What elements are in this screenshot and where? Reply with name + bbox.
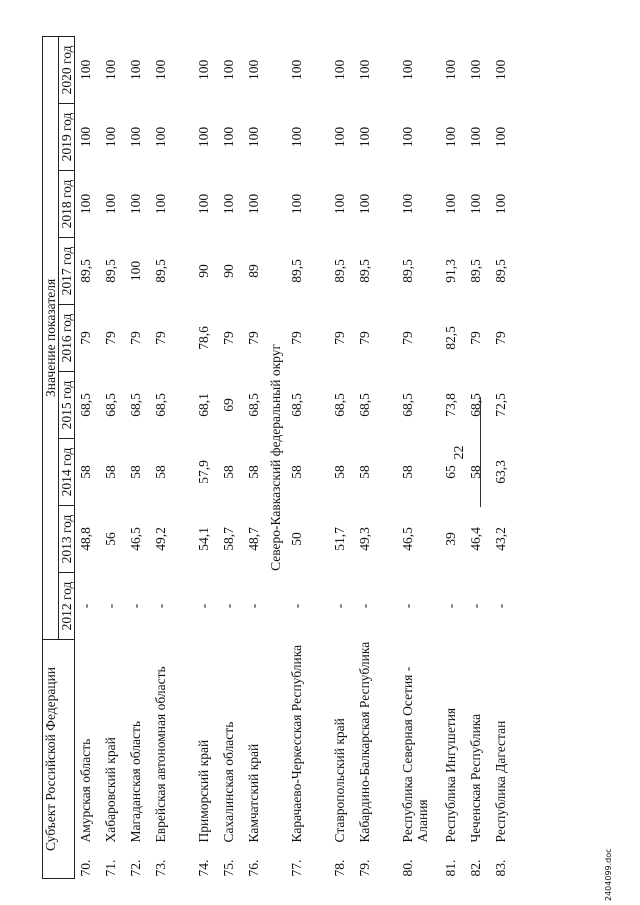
value-cell: 68,5: [332, 393, 347, 417]
table-row: [125, 36, 150, 878]
row-number: 74.: [196, 859, 211, 877]
row-number: 78.: [332, 859, 347, 877]
subject-name: Амурская область: [78, 738, 93, 843]
value-cell: 79: [289, 331, 304, 345]
value-cell: 43,2: [493, 527, 508, 551]
district-row: [268, 36, 286, 878]
value-cell: 58: [332, 465, 347, 479]
value-cell: 100: [400, 59, 415, 81]
table-row: [218, 36, 243, 878]
value-cell: 79: [400, 331, 415, 345]
value-cell: -: [332, 603, 347, 609]
value-cell: 100: [443, 126, 458, 148]
row-number: 72.: [128, 859, 143, 877]
table-row: [354, 36, 397, 878]
value-cell: 100: [196, 193, 211, 215]
value-cell: 89,5: [78, 259, 93, 283]
value-cell: -: [289, 603, 304, 609]
year-header-cell: 2017 год: [59, 237, 75, 304]
value-cell: 100: [468, 59, 483, 81]
value-cell: 100: [103, 193, 118, 215]
year-header-cell: 2012 год: [59, 572, 75, 639]
value-cell: 100: [153, 126, 168, 148]
value-cell: 79: [153, 331, 168, 345]
value-cell: 100: [78, 193, 93, 215]
value-cell: 89,5: [103, 259, 118, 283]
value-cell: 100: [289, 126, 304, 148]
value-cell: 100: [103, 126, 118, 148]
value-cell: 65: [443, 465, 458, 479]
value-cell: 48,8: [78, 527, 93, 551]
year-header-cell: 2020 год: [59, 36, 75, 103]
value-cell: 100: [493, 193, 508, 215]
table-row: [286, 36, 329, 878]
row-number: 83.: [493, 859, 508, 877]
value-cell: 100: [221, 126, 236, 148]
value-cell: 79: [357, 331, 372, 345]
value-cell: 46,5: [128, 527, 143, 551]
value-cell: 100: [493, 126, 508, 148]
value-cell: 48,7: [246, 527, 261, 551]
value-cell: 100: [153, 193, 168, 215]
value-cell: 79: [332, 331, 347, 345]
value-cell: 90: [221, 264, 236, 278]
value-cell: 100: [221, 59, 236, 81]
value-cell: 100: [221, 193, 236, 215]
value-cell: 100: [128, 193, 143, 215]
year-header-cell: 2018 год: [59, 170, 75, 237]
value-cell: 49,3: [357, 527, 372, 551]
value-cell: 100: [468, 126, 483, 148]
value-cell: 68,5: [103, 393, 118, 417]
table-body: [75, 36, 516, 878]
value-cell: 46,4: [468, 527, 483, 551]
value-cell: 72,5: [493, 393, 508, 417]
subject-name: Ставропольский край: [332, 718, 347, 843]
value-cell: 49,2: [153, 527, 168, 551]
value-cell: -: [103, 603, 118, 609]
value-cell: 100: [400, 193, 415, 215]
value-cell: 68,5: [400, 393, 415, 417]
value-cell: 100: [357, 59, 372, 81]
value-cell: 68,5: [128, 393, 143, 417]
table-row: [440, 36, 465, 878]
subject-name: Сахалинская область: [221, 721, 236, 843]
value-cell: 100: [443, 59, 458, 81]
value-cell: 51,7: [332, 527, 347, 551]
value-cell: -: [221, 603, 236, 609]
value-cell: 78,6: [196, 326, 211, 350]
value-cell: 100: [196, 59, 211, 81]
table-row: [75, 36, 101, 878]
subject-name: Магаданская область: [128, 720, 143, 843]
value-cell: 68,1: [196, 393, 211, 417]
value-cell: 68,5: [246, 393, 261, 417]
value-cell: -: [357, 603, 372, 609]
value-cell: 50: [289, 532, 304, 546]
indicator-table: [42, 36, 515, 879]
value-cell: -: [196, 603, 211, 609]
value-cell: 89,5: [332, 259, 347, 283]
value-cell: 100: [128, 260, 143, 282]
value-cell: 100: [289, 59, 304, 81]
subject-name: Республика Дагестан: [493, 720, 508, 843]
table-row: [100, 36, 125, 878]
value-cell: 73,8: [443, 393, 458, 417]
value-cell: 89,5: [153, 259, 168, 283]
value-cell: 79: [221, 331, 236, 345]
value-cell: 79: [246, 331, 261, 345]
value-cell: 100: [78, 59, 93, 81]
value-cell: -: [468, 603, 483, 609]
value-cell: 58: [246, 465, 261, 479]
year-header-cell: 2016 год: [59, 304, 75, 371]
district-label: Северо-Кавказский федеральный округ: [268, 343, 283, 571]
value-cell: 100: [443, 193, 458, 215]
value-cell: 100: [332, 193, 347, 215]
value-cell: 54,1: [196, 527, 211, 551]
row-number: 82.: [468, 859, 483, 877]
value-cell: 79: [493, 331, 508, 345]
value-cell: 58: [128, 465, 143, 479]
table-row: [465, 36, 490, 878]
value-cell: 89,5: [289, 259, 304, 283]
subject-header: Субъект Российской Федерации: [43, 639, 75, 878]
indicator-header: Значение показателя: [43, 36, 59, 639]
value-cell: 100: [246, 59, 261, 81]
value-cell: 58,7: [221, 527, 236, 551]
subject-name: Республика Ингушетия: [443, 707, 458, 843]
subject-name: Камчатский край: [246, 743, 261, 843]
value-cell: -: [128, 603, 143, 609]
value-cell: 69: [221, 398, 236, 412]
value-cell: 100: [196, 126, 211, 148]
year-header-cell: 2019 год: [59, 103, 75, 170]
value-cell: 100: [103, 59, 118, 81]
value-cell: 100: [400, 126, 415, 148]
value-cell: 57,9: [196, 460, 211, 484]
value-cell: 100: [246, 126, 261, 148]
value-cell: 100: [357, 126, 372, 148]
value-cell: -: [153, 603, 168, 609]
value-cell: 100: [78, 126, 93, 148]
value-cell: 58: [468, 465, 483, 479]
value-cell: 58: [78, 465, 93, 479]
subject-name: Карачаево-Черкесская Республика: [289, 644, 304, 843]
value-cell: 91,3: [443, 259, 458, 283]
value-cell: 89,5: [357, 259, 372, 283]
value-cell: 58: [221, 465, 236, 479]
value-cell: 58: [289, 465, 304, 479]
subject-name: Кабардино-Балкарская Республика: [357, 641, 372, 843]
year-header-cell: 2015 год: [59, 371, 75, 438]
value-cell: 39: [443, 532, 458, 546]
value-cell: 68,5: [357, 393, 372, 417]
value-cell: 100: [468, 193, 483, 215]
table-row: [243, 36, 268, 878]
value-cell: 63,3: [493, 460, 508, 484]
value-cell: 89,5: [468, 259, 483, 283]
value-cell: 89: [246, 264, 261, 278]
value-cell: 79: [103, 331, 118, 345]
row-number: 73.: [153, 859, 168, 877]
value-cell: 100: [289, 193, 304, 215]
value-cell: -: [78, 603, 93, 609]
row-number: 77.: [289, 859, 304, 877]
table-row: [329, 36, 354, 878]
table-row: [490, 36, 515, 878]
table-row: [193, 36, 218, 878]
value-cell: -: [443, 603, 458, 609]
row-number: 79.: [357, 859, 372, 877]
value-cell: 100: [128, 126, 143, 148]
value-cell: -: [400, 603, 415, 609]
table-row: [150, 36, 193, 878]
value-cell: -: [493, 603, 508, 609]
value-cell: 89,5: [493, 259, 508, 283]
subject-name: Чеченская Республика: [468, 713, 483, 843]
value-cell: 58: [103, 465, 118, 479]
value-cell: 58: [357, 465, 372, 479]
value-cell: 68,5: [468, 393, 483, 417]
value-cell: 46,5: [400, 527, 415, 551]
row-number: 75.: [221, 859, 236, 877]
value-cell: 100: [493, 59, 508, 81]
subject-name: Республика Северная Осетия - Алания: [400, 666, 430, 843]
value-cell: 90: [196, 264, 211, 278]
subject-name: Хабаровский край: [103, 737, 118, 843]
value-cell: 58: [400, 465, 415, 479]
value-cell: 68,5: [78, 393, 93, 417]
page-number: 22: [452, 445, 467, 460]
value-cell: 100: [153, 59, 168, 81]
value-cell: 79: [128, 331, 143, 345]
table-header: [43, 36, 75, 878]
value-cell: 58: [153, 465, 168, 479]
value-cell: 100: [332, 59, 347, 81]
subject-name: Еврейская автономная область: [153, 666, 168, 843]
value-cell: 82,5: [443, 326, 458, 350]
table-row: [397, 36, 440, 878]
value-cell: 79: [78, 331, 93, 345]
value-cell: 100: [357, 193, 372, 215]
row-number: 70.: [78, 859, 93, 877]
subject-name: Приморский край: [196, 739, 211, 843]
year-header-cell: 2013 год: [59, 505, 75, 572]
row-number: 81.: [443, 859, 458, 877]
value-cell: 100: [332, 126, 347, 148]
value-cell: 68,5: [289, 393, 304, 417]
row-number: 71.: [103, 859, 118, 877]
value-cell: 89,5: [400, 259, 415, 283]
value-cell: 100: [128, 59, 143, 81]
value-cell: -: [246, 603, 261, 609]
year-header-cell: 2014 год: [59, 438, 75, 505]
value-cell: 79: [468, 331, 483, 345]
document-code: 2404099.doc: [604, 848, 613, 901]
value-cell: 56: [103, 532, 118, 546]
value-cell: 100: [246, 193, 261, 215]
row-number: 80.: [400, 859, 415, 877]
row-number: 76.: [246, 859, 261, 877]
value-cell: 68,5: [153, 393, 168, 417]
